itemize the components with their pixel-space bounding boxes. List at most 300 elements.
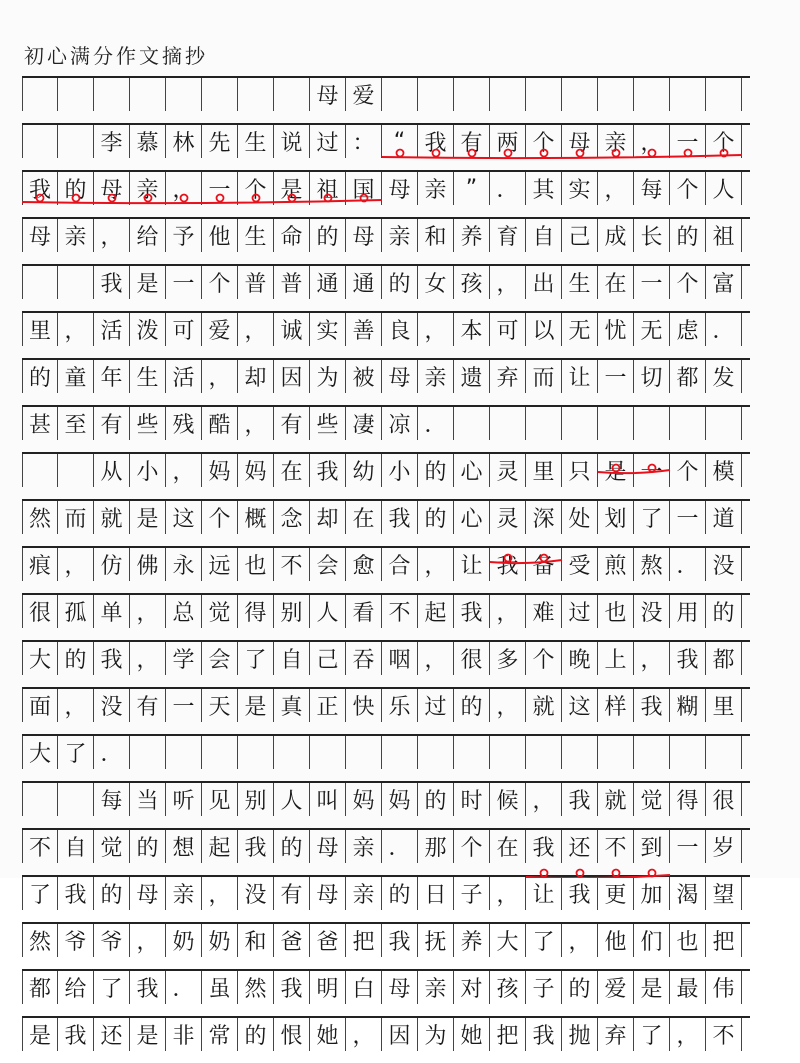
grid-cell: 爱 <box>202 313 238 346</box>
grid-cell: 通 <box>310 266 346 299</box>
grid-cell: 的 <box>670 219 706 252</box>
grid-cell: 我 <box>94 642 130 675</box>
grid-cell: ， <box>598 172 634 205</box>
grid-cell: 母 <box>130 877 166 910</box>
grid-cell: 的 <box>562 971 598 1004</box>
grid-cell <box>562 78 598 111</box>
grid-cell <box>58 125 94 158</box>
grid-cell: 幼 <box>346 454 382 487</box>
grid-cell: 活 <box>166 360 202 393</box>
grid-cell <box>454 78 490 111</box>
grid-cell <box>58 783 94 816</box>
grid-cell: 林 <box>166 125 202 158</box>
grid-cell: 祖 <box>706 219 742 252</box>
grid-cell: 加 <box>634 877 670 910</box>
grid-cell <box>22 783 58 816</box>
grid-cell: 人 <box>706 172 742 205</box>
grid-cell <box>670 736 706 769</box>
grid-cell: 说 <box>274 125 310 158</box>
grid-cell: 的 <box>58 642 94 675</box>
grid-cell: 的 <box>418 783 454 816</box>
grid-cell: ， <box>166 172 202 205</box>
grid-cell <box>562 407 598 440</box>
grid-cell: 了 <box>94 971 130 1004</box>
grid-cell: 大 <box>22 736 58 769</box>
grid-cell: 了 <box>58 736 94 769</box>
grid-cell: 岁 <box>706 830 742 863</box>
grid-cell: 合 <box>382 548 418 581</box>
grid-cell <box>526 736 562 769</box>
grid-cell: 然 <box>22 501 58 534</box>
grid-line <box>22 76 750 123</box>
grid-cell: 两 <box>490 125 526 158</box>
grid-cell: 我 <box>238 830 274 863</box>
grid-cell: 人 <box>274 783 310 816</box>
grid-cell: 深 <box>526 501 562 534</box>
grid-cell <box>58 454 94 487</box>
grid-cell: 亲 <box>346 830 382 863</box>
grid-cell <box>418 736 454 769</box>
grid-cell: 都 <box>670 360 706 393</box>
grid-cell: 念 <box>274 501 310 534</box>
grid-cell: 成 <box>598 219 634 252</box>
grid-cell: 起 <box>202 830 238 863</box>
grid-cell: 孤 <box>58 595 94 628</box>
grid-cell: 个 <box>454 830 490 863</box>
grid-cell: 正 <box>310 689 346 722</box>
grid-cell: 一 <box>598 360 634 393</box>
grid-cell: 过 <box>418 689 454 722</box>
grid-cell <box>634 78 670 111</box>
grid-cell: ， <box>670 1018 706 1051</box>
grid-cell: 的 <box>706 595 742 628</box>
grid-cell <box>382 736 418 769</box>
grid-cell: 妈 <box>382 783 418 816</box>
grid-cell: 国 <box>346 172 382 205</box>
grid-cell: 不 <box>22 830 58 863</box>
grid-cell: 长 <box>634 219 670 252</box>
grid-cell <box>526 78 562 111</box>
grid-line <box>22 922 750 969</box>
grid-cell: 活 <box>94 313 130 346</box>
grid-cell: 别 <box>238 783 274 816</box>
grid-cell: 亲 <box>130 172 166 205</box>
grid-cell: ． <box>418 407 454 440</box>
grid-cell: 更 <box>598 877 634 910</box>
grid-cell: 李 <box>94 125 130 158</box>
grid-cell: 在 <box>598 266 634 299</box>
grid-cell: 是 <box>130 501 166 534</box>
grid-cell: 一 <box>202 172 238 205</box>
grid-cell: 诚 <box>274 313 310 346</box>
grid-cell: 个 <box>526 125 562 158</box>
grid-cell: 爸 <box>310 924 346 957</box>
grid-cell: 最 <box>670 971 706 1004</box>
grid-cell: 也 <box>670 924 706 957</box>
grid-cell <box>274 78 310 111</box>
grid-cell: 了 <box>22 877 58 910</box>
grid-cell <box>238 78 274 111</box>
grid-cell: 们 <box>634 924 670 957</box>
grid-cell: 叫 <box>310 783 346 816</box>
grid-cell: 我 <box>22 172 58 205</box>
grid-cell: 我 <box>382 501 418 534</box>
grid-cell: 孩 <box>490 971 526 1004</box>
grid-cell <box>562 736 598 769</box>
grid-cell: 亲 <box>166 877 202 910</box>
grid-cell: 个 <box>202 266 238 299</box>
grid-cell: 从 <box>94 454 130 487</box>
grid-cell: ， <box>490 266 526 299</box>
grid-line <box>22 969 750 1016</box>
grid-cell: 泼 <box>130 313 166 346</box>
grid-cell: ， <box>490 689 526 722</box>
grid-cell: 里 <box>22 313 58 346</box>
grid-cell: ， <box>130 595 166 628</box>
grid-cell: 伟 <box>706 971 742 1004</box>
grid-cell: 己 <box>310 642 346 675</box>
grid-cell: 她 <box>310 1018 346 1051</box>
grid-line <box>22 687 750 734</box>
grid-cell: 实 <box>562 172 598 205</box>
grid-line <box>22 546 750 593</box>
grid-cell <box>94 78 130 111</box>
grid-cell: 只 <box>562 454 598 487</box>
grid-cell: 人 <box>310 595 346 628</box>
grid-cell <box>58 78 94 111</box>
grid-cell: 至 <box>58 407 94 440</box>
grid-cell: 忧 <box>598 313 634 346</box>
grid-cell <box>310 736 346 769</box>
grid-cell: 也 <box>598 595 634 628</box>
grid-cell: 没 <box>238 877 274 910</box>
grid-cell: 的 <box>58 172 94 205</box>
grid-cell: 我 <box>310 454 346 487</box>
grid-cell: 己 <box>562 219 598 252</box>
grid-cell <box>526 407 562 440</box>
grid-cell: 是 <box>598 454 634 487</box>
grid-cell: 孩 <box>454 266 490 299</box>
grid-cell: 亲 <box>418 360 454 393</box>
grid-cell: ， <box>238 407 274 440</box>
grid-cell <box>706 407 742 440</box>
grid-cell: 是 <box>130 1018 166 1051</box>
grid-cell: 的 <box>382 266 418 299</box>
grid-cell: 生 <box>238 219 274 252</box>
grid-cell: 渴 <box>670 877 706 910</box>
grid-cell: 我 <box>58 877 94 910</box>
grid-cell: 佛 <box>130 548 166 581</box>
grid-cell <box>202 736 238 769</box>
grid-cell: 每 <box>634 172 670 205</box>
grid-cell: 被 <box>346 360 382 393</box>
grid-cell: 祖 <box>310 172 346 205</box>
grid-cell: 的 <box>382 877 418 910</box>
grid-cell: 子 <box>526 971 562 1004</box>
grid-cell: 是 <box>274 172 310 205</box>
grid-cell <box>382 78 418 111</box>
grid-cell: 以 <box>526 313 562 346</box>
grid-cell: 处 <box>562 501 598 534</box>
grid-cell: 那 <box>418 830 454 863</box>
grid-line <box>22 217 750 264</box>
grid-cell: 亲 <box>418 172 454 205</box>
grid-cell: ， <box>238 313 274 346</box>
grid-cell: 还 <box>94 1018 130 1051</box>
manuscript-grid <box>22 76 750 1063</box>
grid-line <box>22 640 750 687</box>
grid-cell: ， <box>526 783 562 816</box>
grid-cell: 这 <box>562 689 598 722</box>
grid-line <box>22 875 750 922</box>
grid-cell: 灵 <box>490 501 526 534</box>
grid-cell <box>634 407 670 440</box>
grid-cell: 里 <box>526 454 562 487</box>
grid-cell: 了 <box>634 1018 670 1051</box>
grid-cell: 母 <box>382 360 418 393</box>
grid-line <box>22 264 750 311</box>
grid-cell: ， <box>418 642 454 675</box>
grid-line <box>22 123 750 170</box>
grid-cell: 小 <box>130 454 166 487</box>
grid-cell: 听 <box>166 783 202 816</box>
grid-cell: 明 <box>310 971 346 1004</box>
grid-cell: 为 <box>418 1018 454 1051</box>
grid-cell: 就 <box>598 783 634 816</box>
grid-cell: 自 <box>58 830 94 863</box>
grid-cell: 就 <box>526 689 562 722</box>
grid-cell: 我 <box>634 689 670 722</box>
grid-cell: 模 <box>706 454 742 487</box>
grid-cell: 过 <box>562 595 598 628</box>
grid-cell: 善 <box>346 313 382 346</box>
grid-cell: 日 <box>418 877 454 910</box>
grid-cell: 乐 <box>382 689 418 722</box>
grid-cell: 切 <box>634 360 670 393</box>
grid-cell <box>22 125 58 158</box>
grid-cell <box>598 736 634 769</box>
grid-cell: 亲 <box>598 125 634 158</box>
grid-cell: 却 <box>310 501 346 534</box>
grid-cell <box>706 78 742 111</box>
grid-cell: 了 <box>238 642 274 675</box>
grid-cell: 育 <box>490 219 526 252</box>
grid-line <box>22 452 750 499</box>
grid-cell: 是 <box>634 971 670 1004</box>
grid-cell: 个 <box>706 125 742 158</box>
grid-cell: 没 <box>634 595 670 628</box>
grid-cell: 不 <box>274 548 310 581</box>
grid-cell: ． <box>670 548 706 581</box>
grid-cell: ． <box>166 971 202 1004</box>
grid-cell: 不 <box>382 595 418 628</box>
grid-cell: 非 <box>166 1018 202 1051</box>
grid-cell: 仿 <box>94 548 130 581</box>
grid-cell: 道 <box>706 501 742 534</box>
grid-cell: 亲 <box>418 971 454 1004</box>
grid-cell: 快 <box>346 689 382 722</box>
grid-cell: 时 <box>454 783 490 816</box>
grid-cell <box>634 736 670 769</box>
grid-cell: ． <box>382 830 418 863</box>
grid-cell: 和 <box>418 219 454 252</box>
grid-cell: 我 <box>562 877 598 910</box>
grid-cell: 里 <box>706 689 742 722</box>
grid-cell: ， <box>94 219 130 252</box>
grid-cell: 然 <box>238 971 274 1004</box>
grid-cell: 有 <box>274 407 310 440</box>
grid-cell: 童 <box>58 360 94 393</box>
grid-cell: 煎 <box>598 548 634 581</box>
grid-cell: 虑 <box>670 313 706 346</box>
grid-cell: 过 <box>310 125 346 158</box>
grid-cell: 多 <box>490 642 526 675</box>
grid-cell: 见 <box>202 783 238 816</box>
grid-cell: 予 <box>166 219 202 252</box>
grid-cell: 的 <box>238 1018 274 1051</box>
grid-cell: 个 <box>670 266 706 299</box>
grid-cell: 觉 <box>634 783 670 816</box>
grid-cell: 划 <box>598 501 634 534</box>
grid-cell: 灵 <box>490 454 526 487</box>
grid-cell: 的 <box>94 877 130 910</box>
grid-cell: 爷 <box>94 924 130 957</box>
grid-cell: 普 <box>238 266 274 299</box>
grid-cell <box>22 78 58 111</box>
grid-cell: 真 <box>274 689 310 722</box>
grid-cell <box>166 736 202 769</box>
grid-cell: 在 <box>274 454 310 487</box>
grid-cell: 她 <box>454 1018 490 1051</box>
grid-line <box>22 734 750 781</box>
grid-cell: 望 <box>706 877 742 910</box>
grid-cell: 得 <box>238 595 274 628</box>
grid-cell: 没 <box>706 548 742 581</box>
grid-cell: 因 <box>274 360 310 393</box>
grid-cell: ， <box>490 595 526 628</box>
grid-cell: 给 <box>58 971 94 1004</box>
grid-cell: 而 <box>58 501 94 534</box>
grid-line <box>22 311 750 358</box>
grid-cell: 我 <box>526 830 562 863</box>
grid-cell: ， <box>130 924 166 957</box>
grid-cell: 他 <box>598 924 634 957</box>
grid-cell: 一 <box>166 266 202 299</box>
grid-cell: 熬 <box>634 548 670 581</box>
grid-cell: ， <box>490 877 526 910</box>
grid-cell: 残 <box>166 407 202 440</box>
grid-cell: 是 <box>22 1018 58 1051</box>
grid-cell: ． <box>706 313 742 346</box>
grid-cell: 这 <box>166 501 202 534</box>
grid-cell: 备 <box>526 548 562 581</box>
grid-line <box>22 828 750 875</box>
grid-cell: 让 <box>526 877 562 910</box>
grid-cell <box>490 407 526 440</box>
grid-cell <box>490 78 526 111</box>
grid-cell: 天 <box>202 689 238 722</box>
grid-cell: 会 <box>310 548 346 581</box>
grid-cell: 母 <box>382 971 418 1004</box>
grid-cell: 爱 <box>598 971 634 1004</box>
grid-cell: 得 <box>670 783 706 816</box>
grid-cell: 富 <box>706 266 742 299</box>
grid-cell: 大 <box>490 924 526 957</box>
grid-cell: 恨 <box>274 1018 310 1051</box>
grid-line <box>22 170 750 217</box>
grid-cell: 把 <box>490 1018 526 1051</box>
grid-cell: 亲 <box>382 219 418 252</box>
grid-cell: ， <box>202 877 238 910</box>
grid-cell: 是 <box>130 266 166 299</box>
grid-cell <box>130 736 166 769</box>
grid-cell: 自 <box>526 219 562 252</box>
grid-cell: 的 <box>22 360 58 393</box>
grid-cell: 小 <box>382 454 418 487</box>
grid-cell: 觉 <box>94 830 130 863</box>
grid-cell <box>238 736 274 769</box>
grid-cell: 生 <box>130 360 166 393</box>
grid-cell: 心 <box>454 454 490 487</box>
grid-cell <box>22 454 58 487</box>
grid-cell: 还 <box>562 830 598 863</box>
grid-cell: 候 <box>490 783 526 816</box>
grid-cell: 母 <box>562 125 598 158</box>
grid-cell: ， <box>130 642 166 675</box>
grid-cell: 痕 <box>22 548 58 581</box>
grid-cell: 的 <box>418 454 454 487</box>
grid-cell: 都 <box>706 642 742 675</box>
grid-cell: 心 <box>454 501 490 534</box>
grid-cell: 母 <box>310 877 346 910</box>
grid-cell: 无 <box>562 313 598 346</box>
grid-cell: 却 <box>238 360 274 393</box>
grid-cell: ， <box>58 548 94 581</box>
grid-cell: ” <box>454 172 490 205</box>
grid-cell: 年 <box>94 360 130 393</box>
grid-cell: 没 <box>94 689 130 722</box>
grid-cell: 都 <box>22 971 58 1004</box>
grid-cell: 母 <box>346 219 382 252</box>
grid-cell: 愈 <box>346 548 382 581</box>
grid-cell: 常 <box>202 1018 238 1051</box>
grid-cell: 女 <box>418 266 454 299</box>
grid-cell: 其 <box>526 172 562 205</box>
grid-cell <box>454 736 490 769</box>
grid-cell: 一 <box>634 266 670 299</box>
grid-cell: 概 <box>238 501 274 534</box>
grid-cell: 本 <box>454 313 490 346</box>
grid-cell: 可 <box>490 313 526 346</box>
grid-cell: 总 <box>166 595 202 628</box>
grid-cell: 有 <box>454 125 490 158</box>
grid-cell: ： <box>346 125 382 158</box>
grid-cell: ， <box>166 454 202 487</box>
grid-cell: 发 <box>706 360 742 393</box>
grid-line <box>22 405 750 452</box>
grid-cell: 弃 <box>490 360 526 393</box>
grid-cell: 的 <box>130 830 166 863</box>
grid-cell: 很 <box>454 642 490 675</box>
grid-cell: 出 <box>526 266 562 299</box>
grid-cell: 无 <box>634 313 670 346</box>
grid-cell: 自 <box>274 642 310 675</box>
grid-cell: 我 <box>454 595 490 628</box>
grid-cell: 遗 <box>454 360 490 393</box>
grid-cell: 觉 <box>202 595 238 628</box>
grid-cell: 抚 <box>418 924 454 957</box>
grid-cell: 爷 <box>58 924 94 957</box>
